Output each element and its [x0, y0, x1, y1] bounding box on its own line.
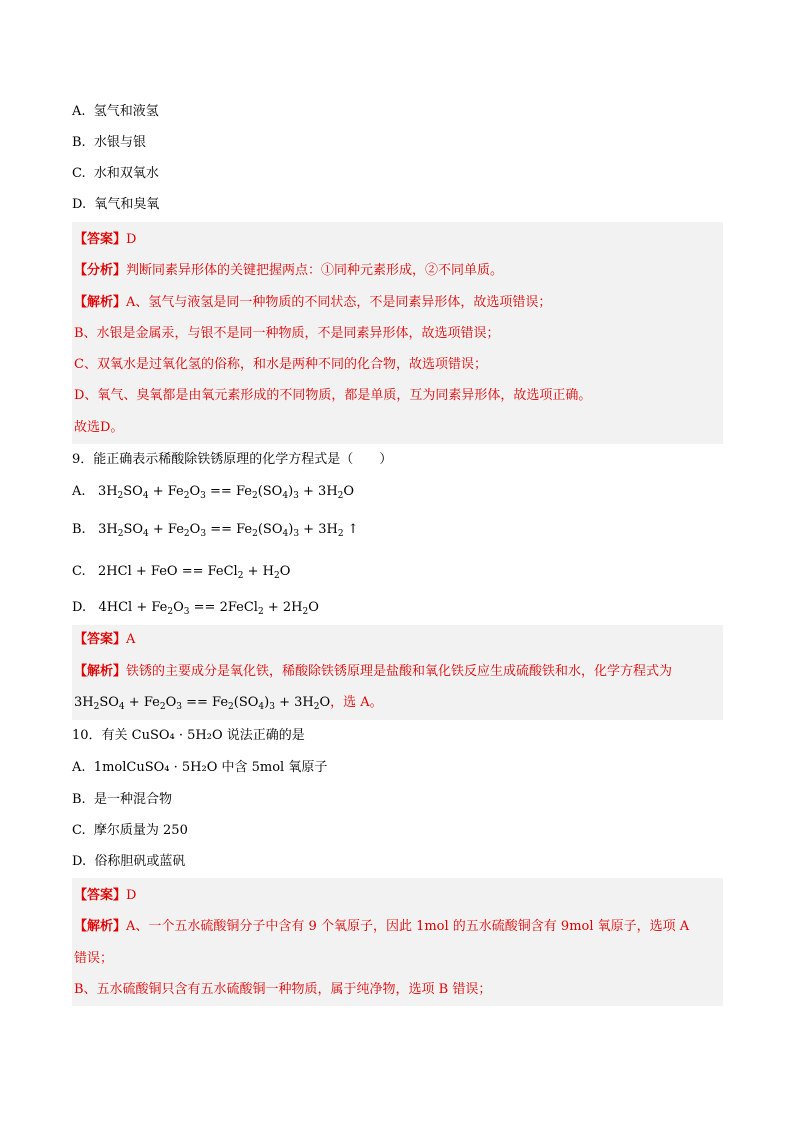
subscript: 2	[117, 491, 124, 501]
explain-line: 【解析】A、一个五水硫酸铜分子中含有 9 个氧原子，因此 1mol 的五水硫酸铜含有 9mol 氧原子，选项 A	[74, 919, 690, 934]
formula-text: + Fe	[148, 522, 184, 537]
formula-text: O	[173, 600, 184, 615]
equation	[98, 484, 354, 499]
subscript: 2	[251, 491, 258, 501]
subscript: 2	[93, 702, 100, 712]
formula-text: == Fe	[206, 522, 253, 537]
subscript: 2	[257, 607, 264, 617]
subscript: 2	[167, 607, 174, 617]
subscript: 3	[176, 702, 182, 712]
subscript: 4	[118, 702, 125, 712]
explain-line: C、双氧水是过氧化氢的俗称，和水是两种不同的化合物，故选项错误；	[74, 357, 487, 372]
answer-line: 【答案】D	[74, 232, 137, 247]
answer-block-prev	[72, 222, 723, 444]
explain-line: 【解析】A、氢气与液氢是同一种物质的不同状态，不是同素异形体，故选项错误；	[74, 295, 552, 310]
subscript: 4	[282, 491, 289, 501]
q10-option-a: A. 1molCuSO₄ · 5H₂O 中含 5mol 氧原子	[72, 760, 328, 775]
subscript: 4	[258, 702, 265, 712]
subscript: 2	[228, 702, 234, 712]
q9-option-c: C. 2HCl + FeO == FeCl$_2$ + $H_2O$	[72, 564, 291, 581]
answer-block-q10	[72, 878, 723, 1006]
subscript: 2	[183, 491, 190, 501]
option-d: D. 氧气和臭氧	[72, 197, 160, 212]
explain-line: B、五水硫酸铜只含有五水硫酸铜一种物质，属于纯净物，选项 B 错误；	[74, 982, 492, 997]
answer-line: 【答案】A	[74, 632, 136, 647]
formula-text: SO	[123, 484, 143, 499]
equation	[98, 522, 358, 537]
answer-block-q9	[72, 625, 723, 720]
q10-option-d: D. 俗称胆矾或蓝矾	[72, 854, 186, 869]
formula-text: O	[319, 695, 331, 710]
formula-text: ↑	[343, 522, 359, 537]
subscript: 3	[293, 529, 300, 539]
subscript: 2	[237, 571, 244, 581]
explain-line: 错误；	[74, 951, 114, 966]
answer-line: 【答案】D	[74, 888, 137, 903]
explain-line: 故选D。	[74, 420, 124, 435]
formula-text: + 3H	[274, 695, 314, 710]
explain-equation-line: $3H_2SO_4 + Fe_2O_3 == Fe_2(SO_4)_3 + 3H_2O$，选 A。	[74, 695, 383, 712]
subscript: 2	[159, 702, 166, 712]
subscript: 2	[117, 529, 124, 539]
formula-text: == Fe	[205, 484, 252, 499]
equation	[98, 564, 290, 579]
formula-text: + 2H	[263, 600, 303, 615]
analysis-line: 【分析】判断同素异形体的关键把握两点：①同种元素形成，②不同单质。	[74, 263, 504, 278]
formula-text: 3H	[98, 522, 118, 537]
explain-line: B、水银是金属汞，与银不是同一种物质，不是同素异形体，故选项错误；	[74, 326, 500, 341]
formula-text: O	[189, 484, 201, 499]
option-a: A. 氢气和液氢	[72, 104, 159, 119]
formula-text: SO	[99, 695, 119, 710]
formula-text: 2HCl + FeO == FeCl	[98, 564, 238, 579]
formula-text: + Fe	[148, 484, 184, 499]
subscript: 3	[200, 491, 206, 501]
formula-text: )	[288, 522, 294, 537]
formula-text: (SO	[233, 695, 259, 710]
formula-text: + 3H	[298, 484, 338, 499]
subscript: 2	[252, 529, 258, 539]
formula-text: (SO	[257, 522, 283, 537]
formula-text: )	[264, 695, 270, 710]
subscript: 2	[302, 607, 309, 617]
q9-option-d: D. $4HCl + Fe_2O_3$ == 2FeCl$_2$ + $2H_2O$	[72, 600, 319, 617]
formula-text: O	[308, 600, 319, 615]
formula-text: + 3H	[299, 522, 338, 537]
formula-text: == Fe	[181, 695, 229, 710]
formula-text: == 2FeCl	[189, 600, 258, 615]
subscript: 4	[142, 491, 149, 501]
subscript: 4	[143, 529, 149, 539]
q10-option-c: C. 摩尔质量为 250	[72, 823, 188, 838]
formula-text: 3H	[74, 695, 94, 710]
formula-text: + Fe	[124, 695, 160, 710]
q9-option-b: B. $3H_2SO_4 + Fe_2O_3 == Fe_2(SO_4)_3 + 3H_2$ ↑	[72, 522, 359, 539]
equation	[74, 695, 330, 710]
formula-text: O	[165, 695, 177, 710]
formula-text: 3H	[97, 484, 118, 499]
subscript: 2	[313, 702, 320, 712]
formula-text: )	[288, 484, 294, 499]
option-c: C. 水和双氧水	[72, 166, 159, 181]
subscript: 2	[337, 491, 344, 501]
explain-line: D、氧气、臭氧都是由氧元素形成的不同物质，都是单质，互为同素异形体，故选项正确。	[74, 388, 592, 403]
q9-option-a: A. $3H_2SO_4 + Fe_2O_3 == Fe_2(SO_4)_3 + 3H_2O$	[72, 484, 355, 501]
subscript: 3	[269, 702, 275, 712]
subscript: 2	[337, 529, 344, 539]
q10-option-b: B. 是一种混合物	[72, 792, 172, 807]
formula-text: SO	[123, 522, 144, 537]
option-b: B. 水银与银	[72, 135, 146, 150]
subscript: 2	[273, 571, 280, 581]
subscript: 3	[293, 491, 299, 501]
question-10-stem: 10．有关 CuSO₄ · 5H₂O 说法正确的是	[72, 728, 305, 743]
subscript: 4	[282, 529, 289, 539]
formula-text: (SO	[257, 484, 283, 499]
equation	[99, 600, 319, 615]
formula-text: O	[343, 484, 355, 499]
subscript: 3	[183, 607, 190, 617]
formula-text: + H	[243, 564, 274, 579]
formula-text: 4HCl + Fe	[98, 600, 168, 615]
question-9-stem: 9．能正确表示稀酸除铁锈原理的化学方程式是（ ）	[72, 452, 393, 467]
subscript: 2	[183, 529, 190, 539]
explain-line: 【解析】铁锈的主要成分是氧化铁，稀酸除铁锈原理是盐酸和氧化铁反应生成硫酸铁和水，化学方程式为	[74, 664, 673, 679]
subscript: 3	[200, 529, 207, 539]
formula-text: O	[189, 522, 201, 537]
formula-text: O	[279, 564, 291, 579]
